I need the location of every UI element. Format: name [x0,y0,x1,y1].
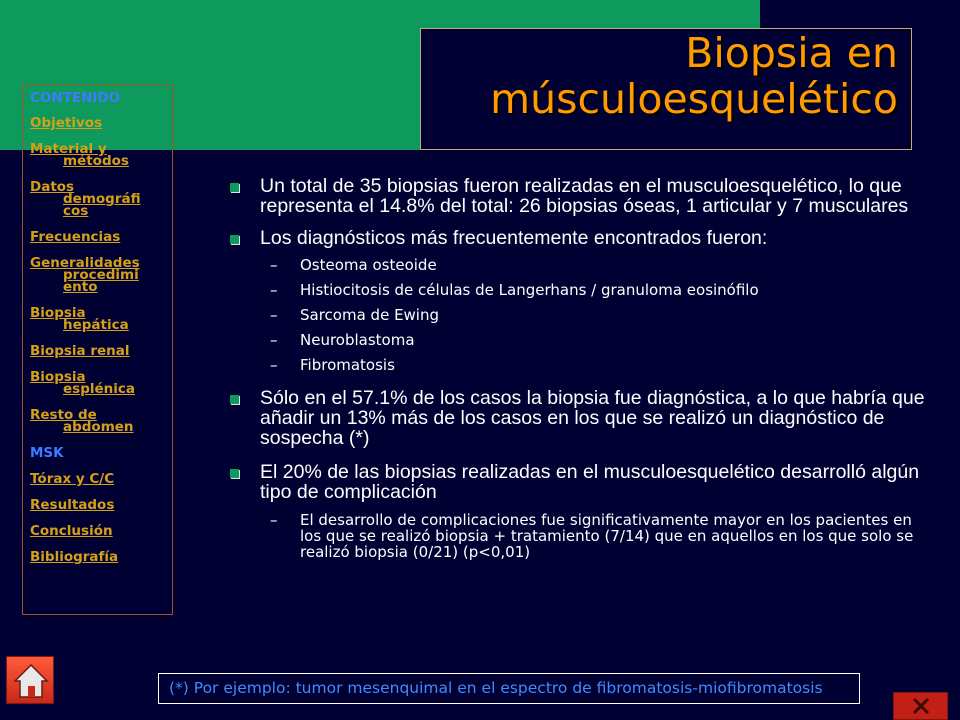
sidebar-item-generalidades[interactable] [30,257,172,293]
diagnosis-label: Sarcoma de Ewing [300,306,440,324]
sidebar-item-label: Material y [30,141,107,157]
bullet-square-icon [230,395,239,404]
main-content [230,176,930,567]
sidebar-item-label: Biopsia [30,305,86,321]
sidebar-item-label: Biopsia [30,369,86,385]
page-title [490,30,898,122]
sidebar-item-resultados[interactable] [30,499,172,511]
sidebar-item-material-y[interactable] [30,143,172,167]
sub-bullet-complications-detail: – El desarrollo de complicaciones fue significativamente mayor en los pacientes en los que se realizó biopsia + tratamiento (7/14) que en aquellos en los que solo se realizó biopsia (0/21) (p<0,01) [270,511,914,561]
sidebar-item-label: esplénica [63,381,135,397]
sidebar-item-label: Biopsia renal [30,343,130,359]
sidebar-item-conclusión[interactable] [30,525,172,537]
home-button[interactable] [6,656,54,704]
bullet-complications: El 20% de las biopsias realizadas en el musculoesquelético desarrolló algún tipo de complicación [230,462,930,502]
sidebar-item-frecuencias[interactable] [30,231,172,243]
bullet-diagnoses: Los diagnósticos más frecuentemente encontrados fueron: [230,228,930,248]
diagnosis-item [230,331,930,349]
footnote: (*) Por ejemplo: tumor mesenquimal en el espectro de fibromatosis-miofibromatosis [158,673,860,704]
diagnosis-item [230,306,930,324]
bullet-square-icon [230,235,239,244]
sidebar-item-tórax-y-c-c[interactable] [30,473,172,485]
diagnosis-item [230,356,930,374]
close-icon [912,697,930,715]
dash-marker: – [270,511,278,529]
sidebar-item-objetivos[interactable] [30,117,172,129]
sidebar-item-label: Objetivos [30,115,103,131]
bullet-diagnostic-rate: Sólo en el 57.1% de los casos la biopsia fue diagnóstica, a lo que habría que añadir un 13% más de los casos en los que se realizó un diagnóstico de sospecha (*) [230,388,930,448]
title-line-2: músculoesquelético [490,75,898,123]
close-button[interactable] [893,692,948,720]
diagnosis-item [230,281,930,299]
sidebar-item-label: Resultados [30,497,115,513]
bullet-total-biopsies: Un total de 35 biopsias fueron realizadas en el musculoesquelético, lo que representa el 14.8% del total: 26 biopsias óseas, 1 articular y 7 musculares [230,176,930,216]
title-line-1: Biopsia en [685,29,898,77]
sidebar-item-label: métodos [63,153,129,169]
sidebar-item-datos[interactable] [30,181,172,217]
sidebar-item-label: Tórax y C/C [30,471,115,487]
diagnosis-label: Neuroblastoma [300,331,415,349]
diagnosis-label: Histiocitosis de células de Langerhans / granuloma eosinófilo [300,281,759,299]
sidebar-header: CONTENIDO [30,90,121,106]
sidebar-item-label: demográfi [63,191,141,207]
sidebar-item-label: Datos [30,179,75,195]
dash-marker: – [270,306,278,324]
diagnosis-label: Osteoma osteoide [300,256,437,274]
sidebar-item-resto-de[interactable] [30,409,172,433]
sidebar-item-biopsia[interactable] [30,371,172,395]
bullet-square-icon [230,469,239,478]
sidebar-item-label: hepática [63,317,129,333]
dash-marker: – [270,331,278,349]
sidebar-item-biopsia-renal[interactable] [30,345,172,357]
dash-marker: – [270,356,278,374]
diagnosis-label: Fibromatosis [300,356,395,374]
sidebar-item-msk[interactable] [30,447,172,459]
diagnosis-item [230,256,930,274]
sidebar-item-bibliografía[interactable] [30,551,172,563]
sidebar-item-biopsia[interactable] [30,307,172,331]
sidebar-item-label: Generalidades [30,255,140,271]
dash-marker: – [270,256,278,274]
sidebar-item-label: abdomen [63,419,134,435]
sidebar-item-label: MSK [30,445,64,461]
diagnosis-list [230,256,930,374]
sidebar-item-label: procedimi [63,267,139,283]
sidebar-item-label: ento [63,279,98,295]
sidebar-item-label: Resto de [30,407,97,423]
home-icon [11,661,51,701]
dash-marker: – [270,281,278,299]
sidebar-contents [22,84,173,615]
sidebar-item-label: Frecuencias [30,229,121,245]
bullet-square-icon [230,183,239,192]
sidebar-item-label: cos [63,203,89,219]
sidebar-item-label: Bibliografía [30,549,119,565]
sidebar-item-label: Conclusión [30,523,113,539]
